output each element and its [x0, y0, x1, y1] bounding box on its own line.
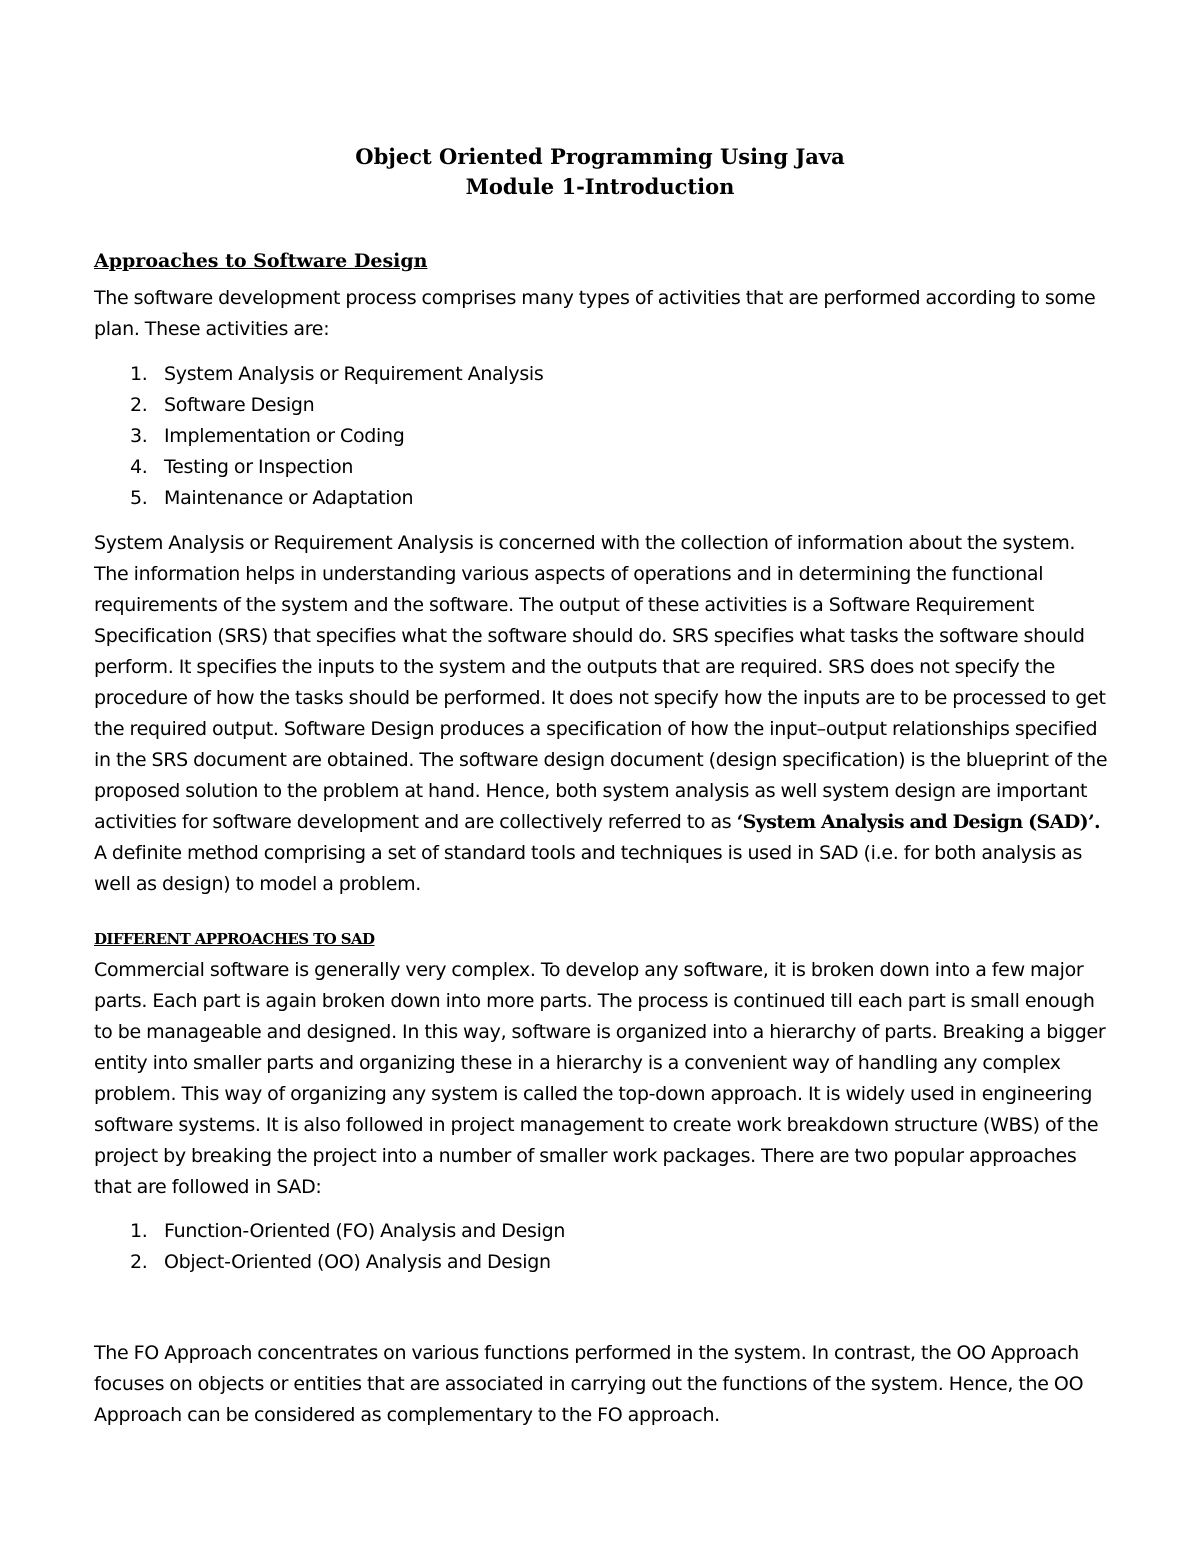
paragraph-line: Specification (SRS) that specifies what the software should do. SRS specifies what tasks the software should [94, 625, 1085, 647]
paragraph-line: the required output. Software Design produces a specification of how the input–output relationships specified [94, 718, 1098, 740]
list-number: 1. [130, 363, 148, 385]
list-item-text: Maintenance or Adaptation [164, 487, 414, 509]
paragraph-line: plan. These activities are: [94, 318, 330, 340]
list-number: 3. [130, 425, 148, 447]
paragraph-line: The FO Approach concentrates on various functions performed in the system. In contrast, the OO Approach [94, 1342, 1079, 1364]
list-item [130, 1216, 565, 1247]
sad-term-bold: ‘System Analysis and Design (SAD)’ [736, 811, 1094, 833]
paragraph-line: The information helps in understanding various aspects of operations and in determining the functional [94, 563, 1044, 585]
paragraph-line: to be manageable and designed. In this way, software is organized into a hierarchy of parts. Breaking a bigger [94, 1021, 1106, 1043]
paragraph-line: parts. Each part is again broken down into more parts. The process is continued till each part is small enough [94, 990, 1095, 1012]
list-item-text: System Analysis or Requirement Analysis [164, 363, 544, 385]
list-item [130, 483, 544, 514]
section-heading-different-approaches: DIFFERENT APPROACHES TO SAD [94, 930, 375, 948]
list-item-text: Function-Oriented (FO) Analysis and Design [164, 1220, 566, 1242]
list-item [130, 1247, 565, 1278]
paragraph-line: problem. This way of organizing any system is called the top-down approach. It is widely used in engineering [94, 1083, 1093, 1105]
paragraph-line: System Analysis or Requirement Analysis is concerned with the collection of information about the system. [94, 532, 1076, 554]
paragraph-line: entity into smaller parts and organizing these in a hierarchy is a convenient way of handling any complex [94, 1052, 1061, 1074]
section-heading-approaches: Approaches to Software Design [94, 250, 428, 272]
module-subtitle: Module 1-Introduction [465, 174, 735, 199]
paragraph-line: procedure of how the tasks should be performed. It does not specify how the inputs are to be processed to get [94, 687, 1106, 709]
paragraph-line: software systems. It is also followed in project management to create work breakdown structure (WBS) of the [94, 1114, 1099, 1136]
list-number: 2. [130, 394, 148, 416]
list-item-text: Implementation or Coding [164, 425, 405, 447]
paragraph-line: that are followed in SAD: [94, 1176, 322, 1198]
approaches-list [130, 1216, 565, 1278]
paragraph-line: focuses on objects or entities that are associated in carrying out the functions of the system. Hence, the OO [94, 1373, 1084, 1395]
paragraph-line [94, 807, 1140, 838]
paragraph-line: project by breaking the project into a number of smaller work packages. There are two popular approaches [94, 1145, 1077, 1167]
list-number: 5. [130, 487, 148, 509]
list-item-text: Software Design [164, 394, 315, 416]
paragraph-line: perform. It specifies the inputs to the system and the outputs that are required. SRS does not specify the [94, 656, 1056, 678]
paragraph-line: The software development process comprises many types of activities that are performed according to some [94, 287, 1096, 309]
list-item [130, 421, 544, 452]
document-title: Object Oriented Programming Using Java [355, 144, 845, 169]
paragraph-line: proposed solution to the problem at hand. Hence, both system analysis as well system design are important [94, 780, 1088, 802]
activities-list [130, 359, 544, 514]
list-number: 2. [130, 1251, 148, 1273]
list-item-text: Object-Oriented (OO) Analysis and Design [164, 1251, 551, 1273]
paragraph-line: requirements of the system and the software. The output of these activities is a Software Requirement [94, 594, 1035, 616]
line-punctuation: . [1094, 811, 1101, 833]
list-item-text: Testing or Inspection [164, 456, 354, 478]
paragraph-line: Approach can be considered as complementary to the FO approach. [94, 1404, 720, 1426]
intro-paragraph [94, 283, 1140, 345]
sad-paragraph [94, 528, 1140, 900]
list-number: 1. [130, 1220, 148, 1242]
paragraph-line: in the SRS document are obtained. The software design document (design specification) is the blueprint of the [94, 749, 1108, 771]
paragraph-line: A definite method comprising a set of standard tools and techniques is used in SAD (i.e. for both analysis as [94, 842, 1083, 864]
fo-oo-paragraph [94, 1338, 1140, 1431]
list-item [130, 359, 544, 390]
list-number: 4. [130, 456, 148, 478]
paragraph-line: Commercial software is generally very complex. To develop any software, it is broken down into a few major [94, 959, 1084, 981]
list-item [130, 390, 544, 421]
list-item [130, 452, 544, 483]
paragraph-line: well as design) to model a problem. [94, 873, 422, 895]
line-text: activities for software development and are collectively referred to as [94, 811, 737, 833]
top-down-paragraph [94, 955, 1140, 1203]
